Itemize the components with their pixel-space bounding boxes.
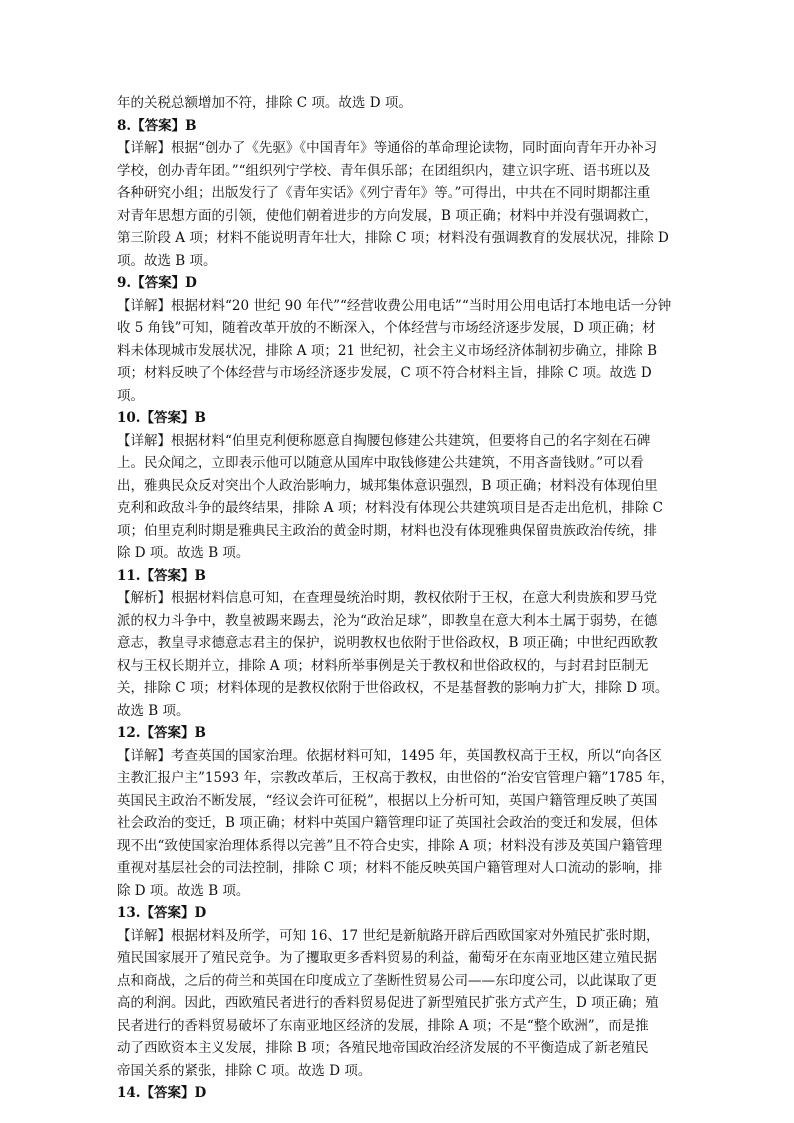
answer-heading: 9.【答案】D — [117, 275, 197, 291]
text-line: 社会政治的变迁，B 项正确；材料中英国户籍管理印证了英国社会政治的变迁和发展，但体 — [117, 815, 658, 831]
text-line: 【详解】考查英国的国家治理。依据材料可知，1495 年，英国教权高于王权，所以“向各区 — [117, 747, 663, 764]
text-line: 项。故选 B 项。 — [117, 252, 217, 269]
text-line: 料未体现城市发展状况，排除 A 项；21 世纪初，社会主义市场经济体制初步确立，排除 B — [117, 342, 658, 359]
text-line: 【详解】根据材料“伯里克利便称愿意自掏腰包修建公共建筑，但要将自己的名字刻在石碑 — [117, 432, 651, 449]
text-line: 重视对基层社会的司法控制，排除 C 项；材料不能反映英国户籍管理对人口流动的影响，排 — [117, 860, 663, 876]
text-line: 年的关税总额增加不符，排除 C 项。故选 D 项。 — [117, 95, 412, 111]
text-line: 动了西欧资本主义发展，排除 B 项；各殖民地帝国政治经济发展的不平衡造成了新老殖民 — [117, 1040, 649, 1056]
text-line: 权与王权长期并立，排除 A 项；材料所举事例是关于教权和世俗政权的，与封君封臣制无 — [117, 657, 649, 674]
text-line: 上。民众闻之，立即表示他可以随意从国库中取钱修建公共建筑，不用吝啬钱财。”可以看 — [117, 455, 644, 471]
text-line: 英国民主政治不断发展，“经议会许可征税”，根据以上分析可知，英国户籍管理反映了英国 — [117, 792, 658, 809]
text-line: 殖民国家展开了殖民竞争。为了攫取更多香料贸易的利益，葡萄牙在东南亚地区建立殖民据 — [117, 950, 657, 966]
text-line: 意志，教皇寻求德意志君主的保护，说明教权也依附于世俗政权，B 项正确；中世纪西欧教 — [117, 635, 658, 651]
text-line: 【详解】根据“创办了《先驱》《中国青年》等通俗的革命理论读物，同时面向青年开办补习 — [117, 140, 658, 156]
text-line: 【详解】根据材料及所学，可知 16、17 世纪是新航路开辟后西欧国家对外殖民扩张时期， — [117, 927, 660, 944]
text-line: 【详解】根据材料“20 世纪 90 年代”“经营收费公用电话”“当时用公用电话打本地电话一分钟 — [117, 297, 672, 314]
answer-heading: 8.【答案】B — [117, 117, 197, 134]
text-line: 第三阶段 A 项；材料不能说明青年壮大，排除 C 项；材料没有强调教育的发展状况，排除 D — [117, 230, 669, 246]
text-line: 故选 B 项。 — [117, 702, 190, 719]
text-line: 出，雅典民众反对突出个人政治影响力，城邦集体意识强烈，B 项正确；材料没有体现伯里 — [117, 477, 658, 494]
answer-heading: 12.【答案】B — [117, 725, 206, 741]
text-line: 派的权力斗争中，教皇被踢来踢去，沦为“政治足球”，即教皇在意大利本土属于弱势，在德 — [117, 612, 658, 629]
text-line: 民者进行的香料贸易破坏了东南亚地区经济的发展，排除 A 项；不是“整个欧洲”，而是推 — [117, 1017, 649, 1034]
answer-heading: 11.【答案】B — [117, 567, 206, 584]
text-line: 主教汇报户主”1593 年，宗教改革后，王权高于教权，由世俗的“治安官管理户籍”1785 年， — [117, 770, 674, 786]
text-line: 除 D 项。故选 B 项。 — [117, 545, 250, 561]
text-line: 学校，创办青年团。”“组织列宁学校、青年俱乐部；在团组织内，建立识字班、语书班以及 — [117, 162, 651, 179]
text-line: 各种研究小组；出版发行了《青年实话》《列宁青年》等。”可得出，中共在不同时期都注重 — [117, 185, 651, 201]
text-line: 现不出“致使国家治理体系得以完善”且不符合史实，排除 A 项；材料没有涉及英国户籍管理 — [117, 837, 663, 854]
answer-heading: 10.【答案】B — [117, 410, 206, 426]
text-line: 【解析】根据材料信息可知，在查理曼统治时期，教权依附于王权，在意大利贵族和罗马党 — [117, 590, 657, 606]
text-line: 对青年思想方面的引领，使他们朝着进步的方向发展，B 项正确；材料中并没有强调救亡， — [117, 207, 658, 224]
text-line: 项。 — [117, 387, 144, 404]
text-line: 帝国关系的紧张，排除 C 项。故选 D 项。 — [117, 1062, 372, 1079]
answer-heading: 14.【答案】D — [117, 1085, 207, 1101]
text-line: 克利和政敌斗争的最终结果，排除 A 项；材料没有体现公共建筑项目是否走出危机，排除 C — [117, 500, 663, 516]
text-line: 点和商战，之后的荷兰和英国在印度成立了垄断性贸易公司——东印度公司，以此谋取了更 — [117, 972, 657, 989]
text-line: 项；伯里克利时期是雅典民主政治的黄金时期，材料也没有体现雅典保留贵族政治传统，排 — [117, 522, 657, 539]
text-line: 收 5 角钱”可知，随着改革开放的不断深入，个体经营与市场经济逐步发展，D 项正确；材 — [117, 320, 656, 336]
text-line: 项；材料反映了个体经营与市场经济逐步发展，C 项不符合材料主旨，排除 C 项。故选 D — [117, 365, 652, 381]
text-line: 高的利润。因此，西欧殖民者进行的香料贸易促进了新型殖民扩张方式产生，D 项正确；殖 — [117, 995, 659, 1011]
text-line: 除 D 项。故选 B 项。 — [117, 882, 250, 899]
document-page — [117, 92, 679, 1105]
answer-heading: 13.【答案】D — [117, 905, 207, 921]
text-line: 关，排除 C 项；材料体现的是教权依附于世俗政权，不是基督教的影响力扩大，排除 D 项。 — [117, 680, 669, 696]
